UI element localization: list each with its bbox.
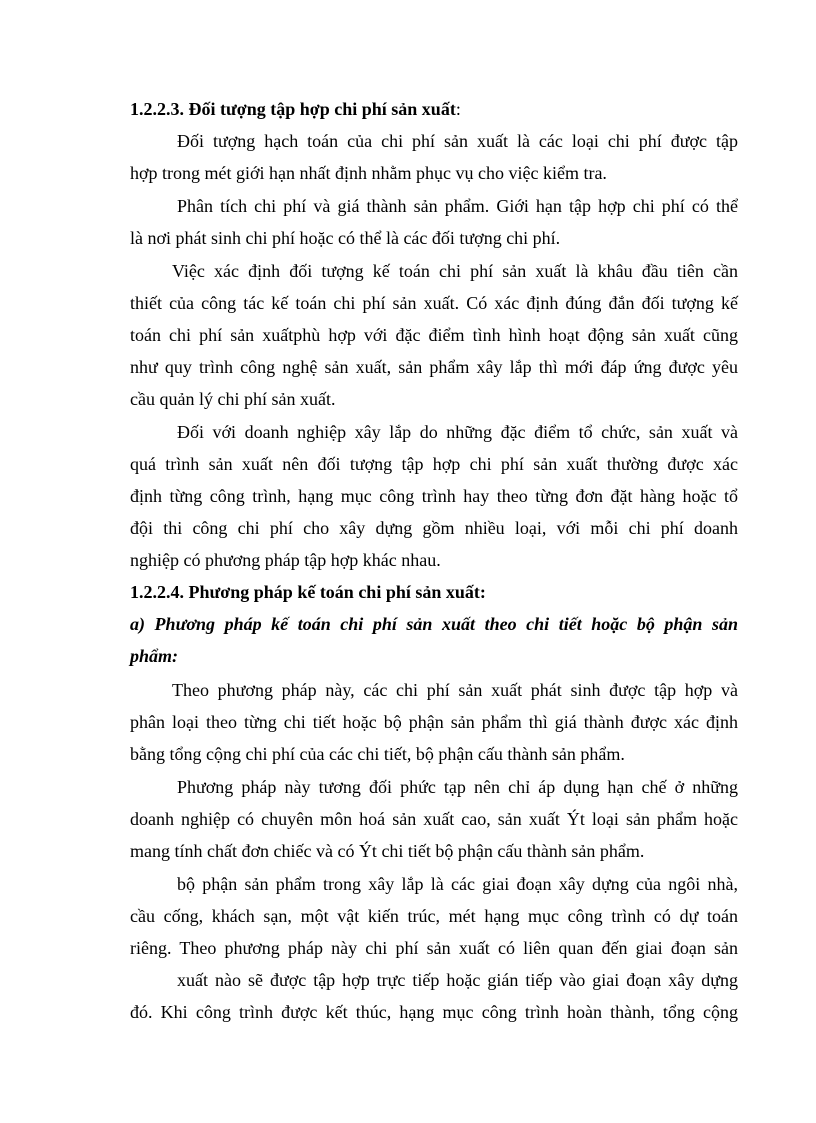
text-line: cầu quản lý chi phí sản xuất. [130, 389, 336, 409]
text-line: cầu cống, khách sạn, một vật kiến trúc, mét hạng mục công trình có dự toán [130, 906, 738, 926]
text-line: định từng công trình, hạng mục công trình hay theo từng đơn đặt hàng hoặc tổ [130, 486, 738, 506]
text-line: doanh nghiệp có chuyên môn hoá sản xuất cao, sản xuất Ýt loại sản phẩm hoặc [130, 809, 738, 829]
paragraph-phuong-phap-phuc-tap [130, 771, 738, 867]
text-line: bộ phận sản phẩm trong xây lắp là các giai đoạn xây dựng của ngôi nhà, [177, 874, 738, 894]
text-line: quá trình sản xuất nên đối tượng tập hợp chi phí sản xuất thường được xác [130, 454, 738, 474]
subheading-line: a) Phương pháp kế toán chi phí sản xuất theo chi tiết hoặc bộ phận sản [130, 614, 738, 634]
text-line: đó. Khi công trình được kết thúc, hạng mục công trình hoàn thành, tổng cộng [130, 1002, 738, 1022]
text-line: toán chi phí sản xuấtphù hợp với đặc điểm tình hình hoạt động sản xuất cũng [130, 325, 738, 345]
text-line: hợp trong mét giới hạn nhất định nhằm phục vụ cho việc kiểm tra. [130, 163, 607, 183]
text-line: Phương pháp này tương đối phức tạp nên chỉ áp dụng hạn chế ở những [177, 777, 738, 797]
paragraph-doi-voi-doanh-nghiep [130, 416, 738, 576]
paragraph-viec-xac-dinh [130, 255, 738, 415]
text-line: riêng. Theo phương pháp này chi phí sản xuất có liên quan đến giai đoạn sản [130, 938, 738, 958]
section-heading-colon: : [455, 99, 461, 119]
text-line: như quy trình công nghệ sản xuất, sản phẩm xây lắp thì mới đáp ứng được yêu [130, 357, 738, 377]
text-line: thiết của công tác kế toán chi phí sản xuất. Có xác định đúng đắn đối tượng kế [130, 293, 738, 313]
paragraph-theo-phuong-phap [130, 674, 738, 770]
section-heading-text: 1.2.2.3. Đối tượng tập hợp chi phí sản xuất [130, 99, 456, 119]
text-line: phân loại theo từng chi tiết hoặc bộ phận sản phẩm thì giá thành được xác định [130, 712, 738, 732]
text-line: xuất nào sẽ được tập hợp trực tiếp hoặc gián tiếp vào giai đoạn xây dựng [177, 970, 738, 990]
text-line: bằng tổng cộng chi phí của các chi tiết, bộ phận cấu thành sản phẩm. [130, 744, 625, 764]
text-line: Việc xác định đối tượng kế toán chi phí sản xuất là khâu đầu tiên cần [172, 261, 738, 281]
text-line: Đối tượng hạch toán của chi phí sản xuất là các loại chi phí được tập [177, 131, 738, 151]
subheading-line: phẩm: [130, 646, 179, 666]
text-line: là nơi phát sinh chi phí hoặc có thể là các đối tượng chi phí. [130, 228, 561, 248]
text-line: đội thi công chi phí cho xây dựng gồm nhiều loại, với mỗi chi phí doanh [130, 518, 738, 538]
paragraph-phan-tich-chi-phi [130, 190, 738, 254]
text-line: Theo phương pháp này, các chi phí sản xuất phát sinh được tập hợp và [172, 680, 738, 700]
text-line: nghiệp có phương pháp tập hợp khác nhau. [130, 550, 441, 570]
text-line: Đối với doanh nghiệp xây lắp do những đặc điểm tổ chức, sản xuất và [177, 422, 738, 442]
document-page [130, 93, 738, 1028]
subheading-phuong-phap-chi-tiet [130, 608, 738, 672]
section-heading-1-2-2-4: 1.2.2.4. Phương pháp kế toán chi phí sản xuất: [130, 582, 486, 602]
text-line: Phân tích chi phí và giá thành sản phẩm. Giới hạn tập hợp chi phí có thể [177, 196, 738, 216]
paragraph-doi-tuong-hach-toan [130, 125, 738, 189]
paragraph-bo-phan-san-pham [130, 868, 738, 1028]
section-heading-1-2-2-3 [130, 93, 738, 125]
text-line: mang tính chất đơn chiếc và có Ýt chi tiết bộ phận cấu thành sản phẩm. [130, 841, 645, 861]
